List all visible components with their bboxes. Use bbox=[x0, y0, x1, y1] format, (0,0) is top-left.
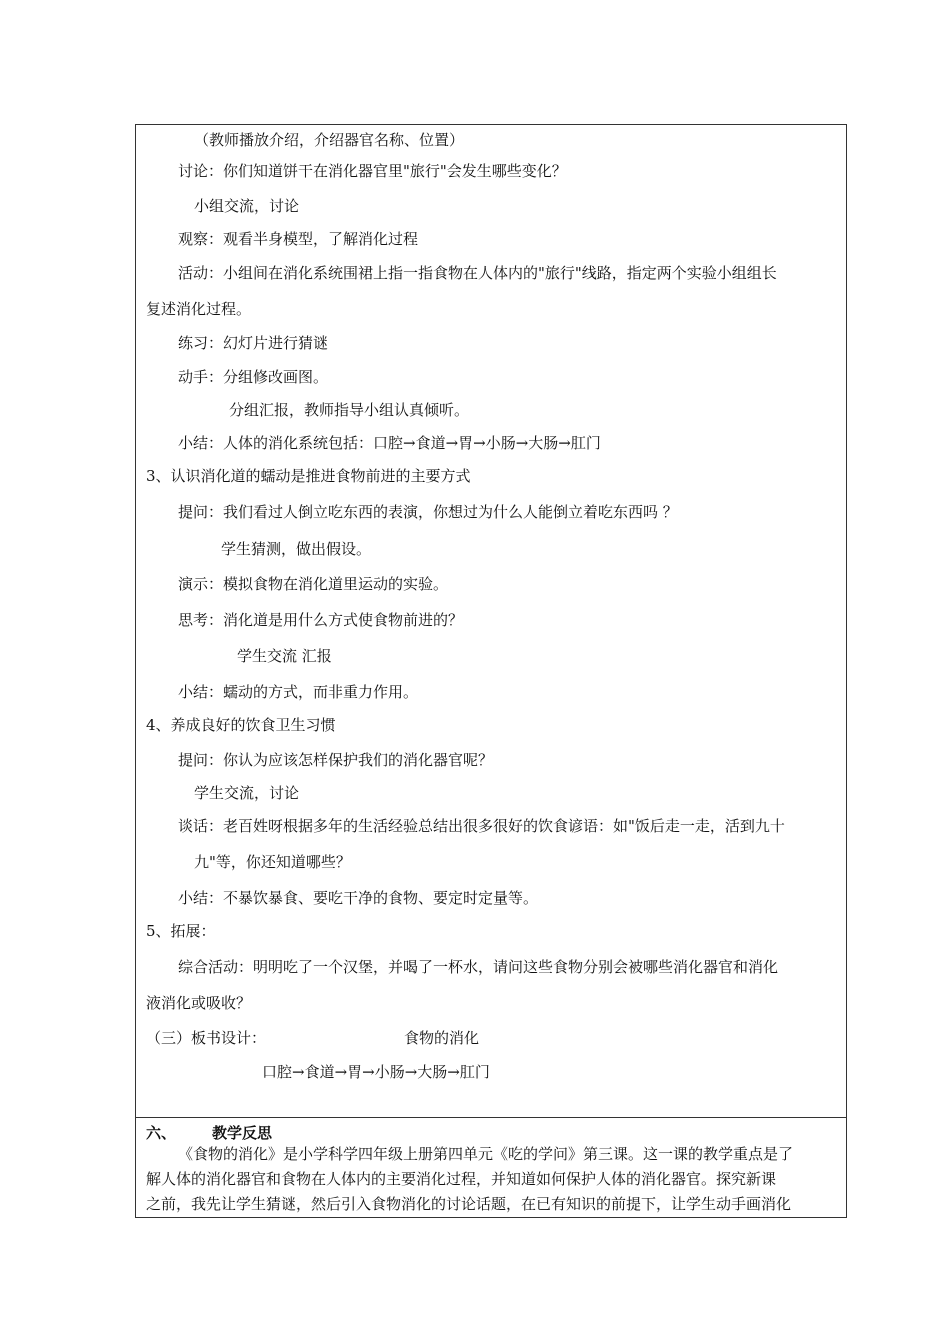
text-line: 综合活动：明明吃了一个汉堡，并喝了一杯水，请问这些食物分别会被哪些消化器官和消化 bbox=[178, 958, 779, 976]
text-line: 学生交流 汇报 bbox=[237, 647, 332, 665]
text-line: 小结：人体的消化系统包括：口腔→食道→胃→小肠→大肠→肛门 bbox=[178, 434, 601, 452]
board-design-label: （三）板书设计： bbox=[146, 1029, 267, 1047]
text-line: 提问：你认为应该怎样保护我们的消化器官呢？ bbox=[178, 751, 494, 769]
text-line: 讨论：你们知道饼干在消化器官里"旅行"会发生哪些变化？ bbox=[178, 162, 567, 180]
text-line: 观察：观看半身模型，了解消化过程 bbox=[178, 230, 419, 248]
table-frame bbox=[135, 124, 847, 1218]
text-line: 练习：幻灯片进行猜谜 bbox=[178, 334, 329, 352]
text-line: 谈话：老百姓呀根据多年的生活经验总结出很多很好的饮食谚语：如"饭后走一走，活到九十 bbox=[178, 817, 785, 835]
reflection-heading-number: 六、 bbox=[146, 1124, 177, 1142]
section-heading: 3、认识消化道的蠕动是推进食物前进的主要方式 bbox=[146, 467, 471, 485]
text-line: 提问：我们看过人倒立吃东西的表演，你想过为什么人能倒立着吃东西吗 ？ bbox=[178, 503, 678, 521]
text-line: 复述消化过程。 bbox=[146, 300, 252, 318]
text-line: 液消化或吸收？ bbox=[146, 994, 252, 1012]
reflection-heading: 教学反思 bbox=[212, 1124, 273, 1142]
board-design-flow: 口腔→食道→胃→小肠→大肠→肛门 bbox=[262, 1063, 490, 1081]
text-line: （教师播放介绍，介绍器官名称、位置） bbox=[194, 131, 465, 149]
text-line: 学生猜测，做出假设。 bbox=[221, 540, 372, 558]
reflection-paragraph-line: 之前，我先让学生猜谜，然后引入食物消化的讨论话题，在已有知识的前提下，让学生动手画消化 bbox=[146, 1195, 792, 1213]
text-line: 演示：模拟食物在消化道里运动的实验。 bbox=[178, 575, 449, 593]
text-line: 小结：蠕动的方式，而非重力作用。 bbox=[178, 683, 419, 701]
text-line: 思考：消化道是用什么方式使食物前进的？ bbox=[178, 611, 464, 629]
text-line: 小结：不暴饮暴食、要吃干净的食物、要定时定量等。 bbox=[178, 889, 539, 907]
text-line: 活动：小组间在消化系统围裙上指一指食物在人体内的"旅行"线路，指定两个实验小组组长 bbox=[178, 264, 777, 282]
text-line: 动手：分组修改画图。 bbox=[178, 368, 329, 386]
section-divider bbox=[135, 1117, 847, 1118]
text-line: 九"等，你还知道哪些？ bbox=[194, 853, 351, 871]
section-heading: 4、养成良好的饮食卫生习惯 bbox=[146, 716, 336, 734]
reflection-paragraph-line: 解人体的消化器官和食物在人体内的主要消化过程，并知道如何保护人体的消化器官。探究新课 bbox=[146, 1170, 777, 1188]
board-design-title: 食物的消化 bbox=[404, 1029, 480, 1047]
text-line: 学生交流，讨论 bbox=[194, 784, 300, 802]
section-heading: 5、拓展： bbox=[146, 922, 216, 940]
text-line: 小组交流，讨论 bbox=[194, 197, 300, 215]
reflection-paragraph-line: 《食物的消化》是小学科学四年级上册第四单元《吃的学问》第三课。这一课的教学重点是了 bbox=[178, 1145, 794, 1163]
text-line: 分组汇报，教师指导小组认真倾听。 bbox=[229, 401, 470, 419]
